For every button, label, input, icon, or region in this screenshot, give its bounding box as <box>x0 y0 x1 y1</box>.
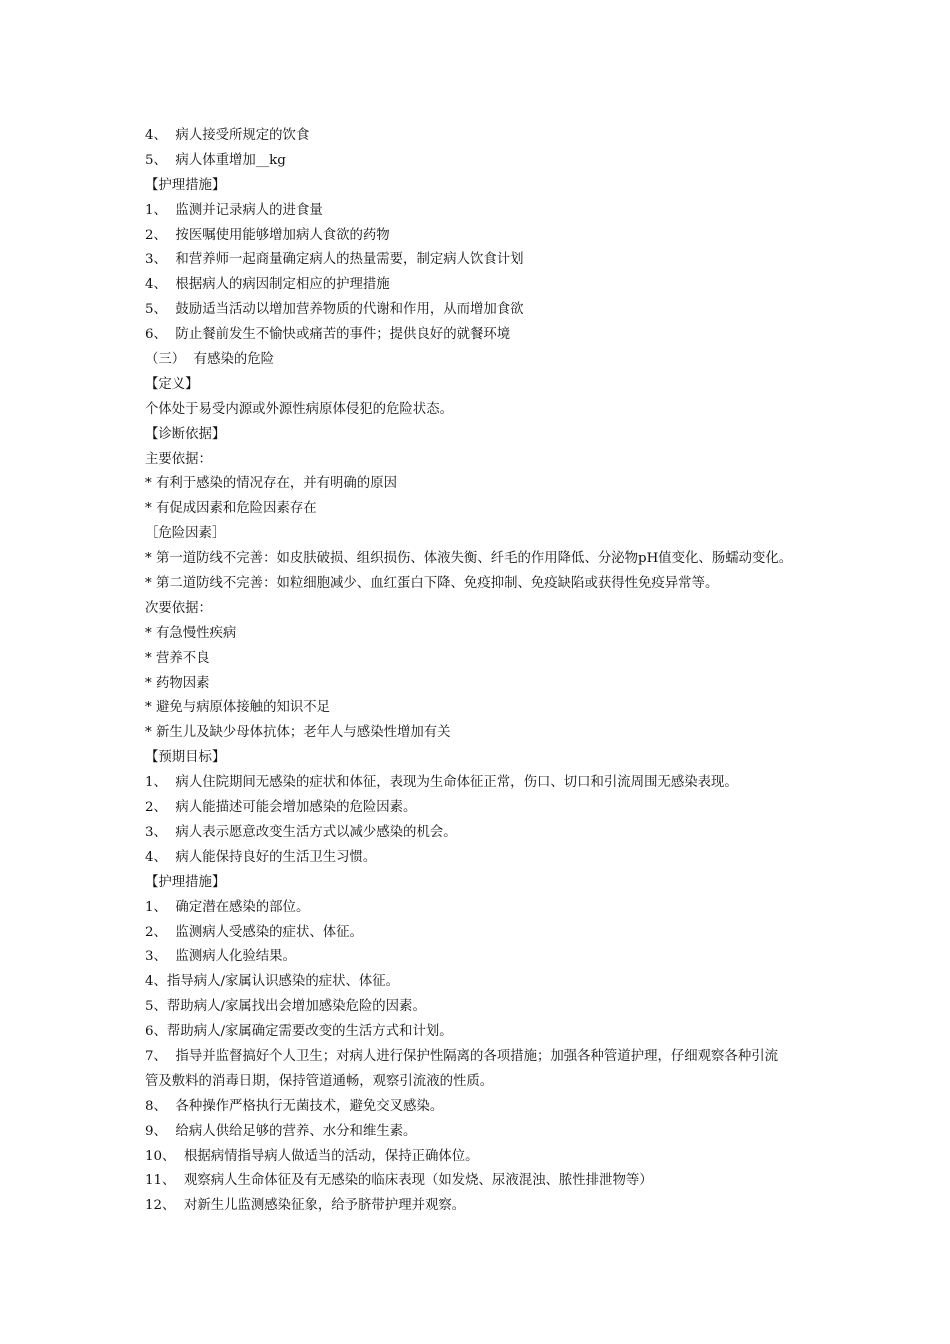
list-item-measure: 2、 监测病人受感染的症状、体征。 <box>145 924 363 940</box>
list-item-measure: 11、 观察病人生命体征及有无感染的临床表现（如发烧、尿液混浊、脓性排泄物等） <box>145 1173 653 1189</box>
section-title-infection-risk: （三） 有感染的危险 <box>145 352 275 368</box>
list-item-measure: 7、 指导并监督搞好个人卫生；对病人进行保护性隔离的各项措施；加强各种管道护理，仔细观察各种引流 <box>145 1048 778 1064</box>
list-item-measure-6: 6、 防止餐前发生不愉快或痛苦的事件；提供良好的就餐环境 <box>145 327 511 343</box>
list-item-measure-1: 1、 监测并记录病人的进食量 <box>145 202 323 218</box>
list-item-goal: 3、 病人表示愿意改变生活方式以减少感染的机会。 <box>145 824 457 840</box>
section-heading-definition: 【定义】 <box>145 376 199 392</box>
list-item-goal: 2、 病人能描述可能会增加感染的危险因素。 <box>145 800 417 816</box>
bullet-item: * 新生儿及缺少母体抗体；老年人与感染性增加有关 <box>145 725 451 741</box>
subheading-minor-basis: 次要依据： <box>145 600 212 616</box>
bullet-item: * 药物因素 <box>145 675 210 691</box>
list-item-measure: 6、帮助病人/家属确定需要改变的生活方式和计划。 <box>145 1024 453 1040</box>
bullet-item: * 有促成因素和危险因素存在 <box>145 501 317 517</box>
list-item-measure: 10、 根据病情指导病人做适当的活动，保持正确体位。 <box>145 1148 479 1164</box>
subheading-major-basis: 主要依据： <box>145 451 212 467</box>
list-item-goal-4: 4、 病人接受所规定的饮食 <box>145 128 310 143</box>
list-item-goal: 4、 病人能保持良好的生活卫生习惯。 <box>145 849 377 865</box>
list-item-measure: 8、 各种操作严格执行无菌技术，避免交叉感染。 <box>145 1098 444 1114</box>
list-item-measure: 9、 给病人供给足够的营养、水分和维生素。 <box>145 1123 417 1139</box>
list-item-measure: 4、指导病人/家属认识感染的症状、体征。 <box>145 974 400 990</box>
subheading-risk-factors: ［危险因素］ <box>145 526 226 542</box>
list-item-measure: 1、 确定潜在感染的部位。 <box>145 899 310 915</box>
section-heading-nursing-measures: 【护理措施】 <box>145 874 226 890</box>
bullet-item: * 有急慢性疾病 <box>145 625 237 641</box>
section-heading-nursing-measures: 【护理措施】 <box>145 177 226 193</box>
bullet-item: * 避免与病原体接触的知识不足 <box>145 700 331 716</box>
list-item-measure: 3、 监测病人化验结果。 <box>145 949 296 965</box>
document-body <box>145 124 825 1219</box>
bullet-item: * 营养不良 <box>145 650 210 666</box>
list-item-measure: 5、帮助病人/家属找出会增加感染危险的因素。 <box>145 999 426 1015</box>
list-item-measure-5: 5、 鼓励适当活动以增加营养物质的代谢和作用，从而增加食欲 <box>145 302 524 318</box>
list-item-goal-5: 5、 病人体重增加__kg <box>145 152 286 168</box>
list-item-measure-3: 3、 和营养师一起商量确定病人的热量需要，制定病人饮食计划 <box>145 252 524 268</box>
list-item-measure: 12、 对新生儿监测感染征象，给予脐带护理并观察。 <box>145 1198 466 1214</box>
section-heading-diagnosis-basis: 【诊断依据】 <box>145 426 226 442</box>
section-heading-expected-goals: 【预期目标】 <box>145 750 226 766</box>
definition-text: 个体处于易受内源或外源性病原体侵犯的危险状态。 <box>145 401 453 417</box>
list-item-measure-continuation: 管及敷料的消毒日期，保持管道通畅，观察引流液的性质。 <box>145 1073 494 1089</box>
bullet-item: * 第一道防线不完善：如皮肤破损、组织损伤、体液失衡、纤毛的作用降低、分泌物pH值变化、肠蠕动变化。 <box>145 551 793 567</box>
bullet-item: * 有利于感染的情况存在，并有明确的原因 <box>145 476 397 492</box>
list-item-goal: 1、 病人住院期间无感染的症状和体征，表现为生命体征正常，伤口、切口和引流周围无感染表现。 <box>145 775 738 791</box>
list-item-measure-4: 4、 根据病人的病因制定相应的护理措施 <box>145 277 390 293</box>
list-item-measure-2: 2、 按医嘱使用能够增加病人食欲的药物 <box>145 227 390 243</box>
bullet-item: * 第二道防线不完善：如粒细胞减少、血红蛋白下降、免疫抑制、免疫缺陷或获得性免疫异常等。 <box>145 576 719 592</box>
